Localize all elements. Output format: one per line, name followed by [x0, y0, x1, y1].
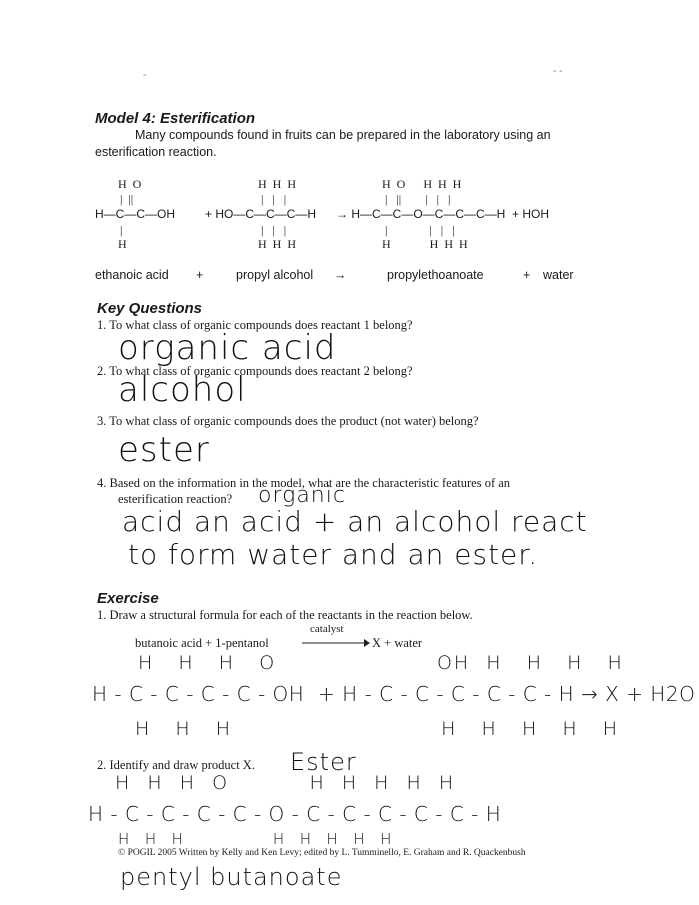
exercise-reaction-right: X + water — [372, 636, 423, 650]
question-2: 2. To what class of organic compounds does reactant 2 belong? — [97, 364, 413, 378]
acid-line-2: | || — [120, 192, 134, 206]
ester-line-3: → H—C—C—O—C—C—C—H + HOH — [336, 207, 550, 221]
ester-line-2: | || | | | — [385, 192, 451, 206]
model-intro-line2: esterification reaction. — [95, 145, 217, 159]
question-4-line-1: 4. Based on the information in the model, what are the characteristic features of an — [97, 476, 511, 490]
question-1: 1. To what class of organic compounds does reactant 1 belong? — [97, 318, 413, 332]
handwritten-reactants-top: H H H O OH H H H H — [138, 652, 624, 674]
exercise-title: Exercise — [97, 590, 159, 607]
alcohol-line-3: + HO—C—C—C—H — [205, 207, 317, 221]
answer-4-line-2: to form water and an ester. — [128, 538, 539, 571]
catalyst-label: catalyst — [310, 623, 344, 635]
exercise-answer-label: Ester — [290, 748, 357, 776]
question-4-line-2: esterification reaction? — [118, 492, 233, 506]
acid-line-1: H O — [118, 177, 142, 191]
name-propyl-alcohol: propyl alcohol — [236, 268, 314, 282]
name-plus-2: + — [523, 268, 531, 282]
ester-line-5: H H H H — [382, 237, 468, 251]
question-3: 3. To what class of organic compounds does the product (not water) belong? — [97, 414, 479, 428]
exercise-question-1: 1. Draw a structural formula for each of the reactants in the reaction below. — [97, 608, 473, 622]
name-ethanoic-acid: ethanoic acid — [95, 268, 169, 282]
exercise-reaction-left: butanoic acid + 1-pentanol — [135, 636, 269, 650]
alcohol-line-4: | | | — [261, 223, 287, 237]
footer-copyright: © POGIL 2005 Written by Kelly and Ken Levy; edited by L. Tumminello, E. Graham and R. Quackenbush — [118, 848, 526, 858]
ester-line-1: H O H H H — [382, 177, 462, 191]
alcohol-line-2: | | | — [261, 192, 287, 206]
acid-line-4: | — [120, 223, 123, 237]
exercise-question-2: 2. Identify and draw product X. — [97, 758, 255, 772]
handwritten-reactants-bottom: H H H H H H H H — [135, 718, 620, 740]
ester-line-4: | | | | — [385, 223, 455, 237]
answer-3: ester — [118, 430, 210, 470]
handwritten-reactants-middle: H - C - C - C - C - OH + H - C - C - C - C - C - H → X + H2O — [92, 682, 696, 706]
handwritten-product-middle: H - C - C - C - C - O - C - C - C - C - C - H — [88, 802, 502, 826]
handwritten-product-bottom: H H H H H H H H — [118, 830, 394, 848]
handwritten-product-top: H H H O H H H H H — [115, 772, 456, 794]
answer-2: alcohol — [118, 370, 247, 410]
alcohol-line-1: H H H — [258, 177, 296, 191]
answer-4-insert: organic — [258, 483, 346, 508]
key-questions-title: Key Questions — [97, 300, 203, 317]
answer-1: organic acid — [118, 328, 337, 368]
name-product: propylethoanoate — [387, 268, 484, 282]
acid-line-5: H — [118, 237, 127, 251]
alcohol-line-5: H H H — [258, 237, 296, 251]
model-title: Model 4: Esterification — [95, 110, 256, 127]
product-name: pentyl butanoate — [120, 863, 343, 891]
header-mark-right: - - — [553, 66, 563, 77]
model-intro-line1: Many compounds found in fruits can be prepared in the laboratory using an — [135, 128, 551, 142]
name-plus-1: + — [196, 268, 204, 282]
name-arrow: → — [334, 268, 347, 282]
answer-4-line-1: acid an acid + an alcohol react — [122, 505, 588, 538]
header-mark-left: - — [143, 70, 147, 81]
acid-line-3: H—C—C—OH — [95, 207, 175, 221]
name-water: water — [543, 268, 574, 282]
